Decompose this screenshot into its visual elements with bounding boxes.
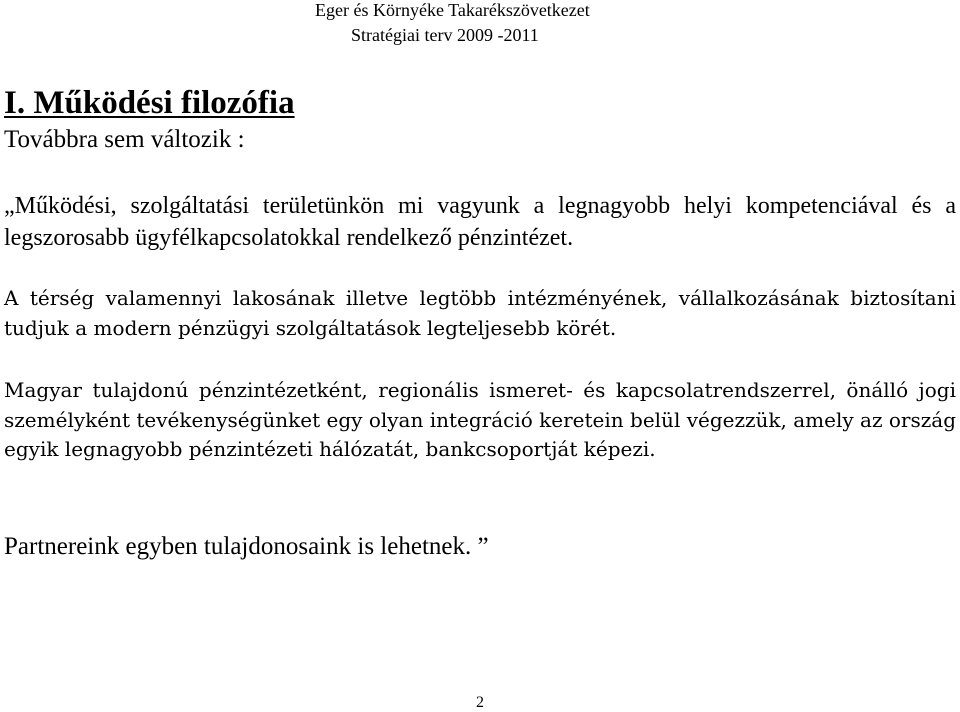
region-paragraph: A térség valamennyi lakosának illetve legtöbb intézményének, vállalkozásának biztosítani tudjuk a modern pénzügyi szolgáltatások legteljesebb körét. (4, 286, 956, 340)
section-title: I. Működési filozófia (4, 85, 295, 121)
header-document-title: Stratégiai terv 2009 -2011 (351, 25, 539, 45)
ownership-paragraph: Magyar tulajdonú pénzintézetként, regionális ismeret- és kapcsolatrendszerrel, önálló jogi személyként tevékenységünket egy olyan integráció keretein belül végezzük, amely az ország egyik legnagyobb pénzintézeti hálózatát, bankcsoportját képezi. (4, 378, 956, 461)
partners-paragraph: Partnereink egyben tulajdonosaink is lehetnek. ” (4, 533, 489, 560)
page-number: 2 (476, 694, 484, 711)
quote-paragraph: „Működési, szolgáltatási területünkön mi vagyunk a legnagyobb helyi kompetenciával és a legszorosabb ügyfélkapcsolatokkal rendelkező pénzintézet. (4, 193, 956, 251)
header-organization: Eger és Környéke Takarékszövetkezet (315, 0, 590, 20)
section-subtitle: Továbbra sem változik : (4, 126, 245, 153)
